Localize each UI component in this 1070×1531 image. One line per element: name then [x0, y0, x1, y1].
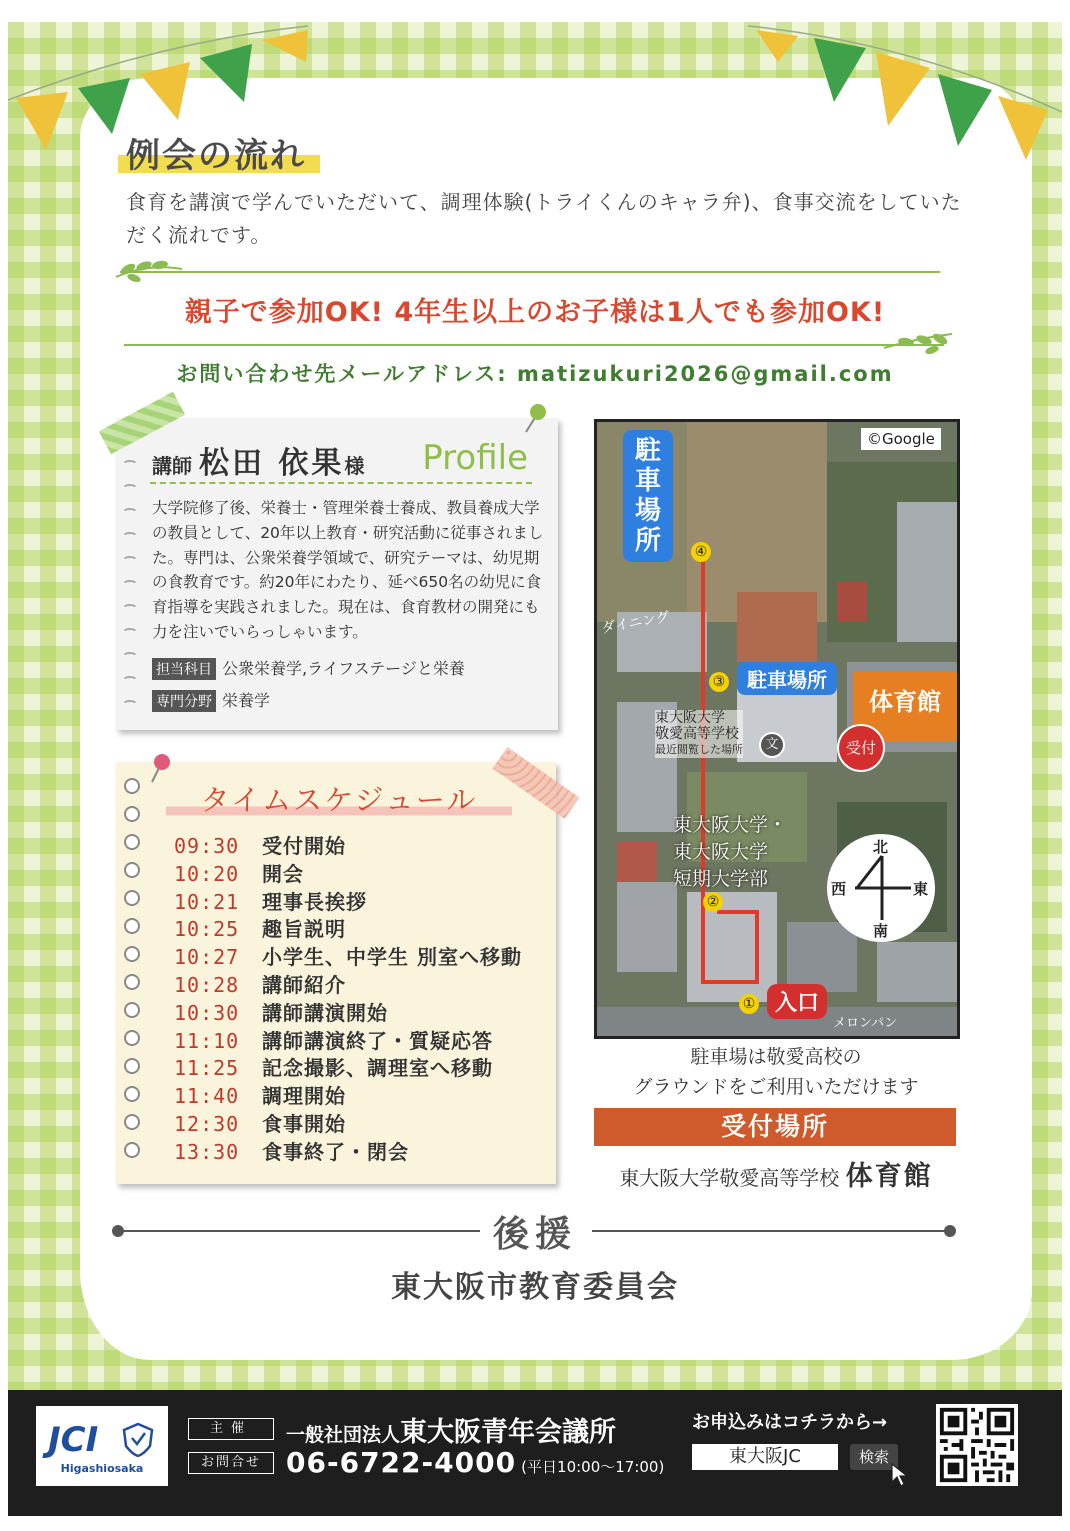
lecturer-name-text: 松田 依果 — [198, 446, 345, 481]
binder-ring — [124, 1002, 140, 1018]
reception-badge: 受付 — [837, 724, 885, 772]
schedule-event: 記念撮影、調理室へ移動 — [262, 1056, 493, 1081]
map-label-school — [655, 710, 743, 758]
school-pin-icon: 文 — [759, 732, 785, 758]
divider-top — [120, 271, 940, 273]
subjects-text: 公衆栄養学,ライフステージと栄養 — [222, 659, 465, 678]
schedule-title: タイムスケジュール — [166, 778, 512, 819]
parking-label: 駐車場所 — [737, 662, 837, 695]
spiral-binding — [122, 676, 138, 686]
field-text: 栄養学 — [222, 691, 271, 710]
route-marker-1: ① — [739, 994, 759, 1014]
map-label-shop: メロンパン — [833, 1016, 898, 1031]
compass-east: 東 — [913, 880, 929, 898]
binder-ring — [124, 1030, 140, 1046]
schedule-time: 10:21 — [174, 889, 240, 914]
venue — [594, 1154, 958, 1193]
schedule-time: 09:30 — [174, 834, 240, 858]
leaf-icon — [880, 330, 956, 358]
schedule-row — [174, 913, 522, 941]
campus-map[interactable] — [594, 419, 960, 1039]
spiral-binding — [122, 652, 138, 662]
lecturer-role: 講師 — [152, 454, 192, 478]
schedule-time: 10:28 — [174, 972, 240, 997]
map-label-univ-1: 東大阪大学・ — [673, 814, 788, 836]
schedule-row — [174, 997, 522, 1025]
compass — [827, 834, 935, 942]
schedule-event: 受付開始 — [262, 834, 346, 858]
section-title: 例会の流れ — [118, 128, 320, 177]
cursor-icon — [888, 1462, 914, 1488]
map-caption-line1: 駐車場は敬愛高校の — [690, 1046, 862, 1068]
schedule-event: 講師講演開始 — [262, 1000, 388, 1025]
map-label-school-2: 敬愛高等学校 — [655, 726, 739, 742]
binder-ring — [124, 974, 140, 990]
spiral-binding — [122, 556, 138, 566]
gym-label: 体育館 — [853, 672, 957, 742]
lecturer-name — [152, 438, 364, 482]
schedule-event: 講師紹介 — [262, 972, 346, 997]
shield-icon — [122, 1422, 154, 1458]
schedule-time: 10:20 — [174, 861, 240, 886]
compass-north: 北 — [873, 838, 889, 856]
route-marker-2: ② — [703, 892, 723, 912]
schedule-row — [174, 1136, 522, 1164]
binder-ring — [124, 1114, 140, 1130]
binder-ring — [124, 1142, 140, 1158]
contact-mail: お問い合わせ先メールアドレス: matizukuri2026@gmail.com — [176, 362, 894, 386]
apply-text: お申込みはコチラから→ — [692, 1412, 888, 1433]
spiral-binding — [122, 700, 138, 710]
schedule-time: 11:25 — [174, 1056, 240, 1081]
spiral-binding — [122, 580, 138, 590]
lecturer-bio: 大学院修了後、栄養士・管理栄養士養成、教員養成大学の教員として、20年以上教育・研究活動に従事されました。専門は、公衆栄養学領域で、研究テーマは、幼児期の食教育です。約20年にわたり、延べ650名の幼児に食育指導を実践されました。現在は、食育教材の開発にも力を注いでいらっしゃいます。 — [152, 499, 544, 641]
venue-hall: 体育館 — [845, 1161, 933, 1192]
contact-info — [286, 1446, 664, 1479]
logo-text: JCI — [48, 1420, 99, 1460]
schedule-time: 10:30 — [174, 1000, 240, 1025]
map-label-univ-3: 短期大学部 — [673, 868, 769, 890]
binder-ring — [124, 890, 140, 906]
phone-number[interactable]: 06-6722-4000 — [286, 1446, 517, 1479]
spiral-binding — [122, 532, 138, 542]
schedule-time: 10:25 — [174, 917, 240, 942]
spiral-binding — [122, 508, 138, 518]
host-name: 東大阪青年会議所 — [400, 1417, 617, 1448]
qr-code-pattern — [936, 1404, 1018, 1486]
compass-south: 南 — [873, 922, 889, 940]
qr-code[interactable] — [936, 1404, 1018, 1486]
field-tag: 専門分野 — [152, 690, 216, 712]
schedule-event: 講師講演終了・質疑応答 — [262, 1028, 493, 1053]
map-caption — [594, 1042, 958, 1102]
profile-divider — [150, 482, 532, 484]
schedule-row — [174, 969, 522, 997]
field-row — [152, 688, 270, 712]
schedule-event: 理事長挨拶 — [262, 889, 367, 914]
schedule-list — [174, 830, 522, 1164]
map-label-school-3: 最近閲覧した場所 — [655, 743, 743, 756]
schedule-event: 小学生、中学生 別室へ移動 — [262, 945, 522, 970]
spiral-binding — [122, 460, 138, 470]
route-marker-3: ③ — [709, 672, 729, 692]
footer — [8, 1390, 1062, 1516]
schedule-row — [174, 1052, 522, 1080]
participation-headline: 親子で参加OK! 4年生以上のお子様は1人でも参加OK! — [184, 297, 886, 328]
divider-bottom — [124, 344, 944, 346]
binder-ring — [124, 834, 140, 850]
schedule-row — [174, 1025, 522, 1053]
map-label-univ-2: 東大阪大学 — [673, 841, 769, 863]
map-copyright: ©Google — [861, 428, 941, 450]
schedule-row — [174, 858, 522, 886]
map-label-dining: ダイニング — [600, 609, 671, 637]
compass-west: 西 — [831, 880, 847, 898]
binder-ring — [124, 1086, 140, 1102]
schedule-row — [174, 1080, 522, 1108]
support-organization: 東大阪市教育委員会 — [391, 1270, 679, 1305]
schedule-event: 調理開始 — [262, 1084, 346, 1109]
schedule-card — [116, 762, 556, 1184]
venue-school: 東大阪大学敬愛高等学校 — [619, 1166, 840, 1190]
profile-card — [116, 418, 558, 730]
schedule-time: 13:30 — [174, 1139, 240, 1164]
host-label: 主催 — [188, 1418, 274, 1440]
binder-ring — [124, 862, 140, 878]
spiral-binding — [122, 628, 138, 638]
schedule-time: 11:10 — [174, 1028, 240, 1053]
schedule-row — [174, 1108, 522, 1136]
business-hours: (平日10:00〜17:00) — [521, 1458, 665, 1476]
host-organization — [286, 1410, 616, 1449]
logo-subtext: Higashiosaka — [60, 1462, 144, 1475]
schedule-event: 食事開始 — [262, 1111, 346, 1136]
profile-label: Profile — [422, 438, 528, 478]
binder-ring — [124, 778, 140, 794]
schedule-event: 食事終了・閉会 — [262, 1139, 409, 1164]
entrance-label: 入口 — [767, 984, 827, 1019]
reception-title: 受付場所 — [594, 1108, 956, 1146]
route-marker-4: ④ — [691, 542, 711, 562]
pushpin-icon — [144, 752, 176, 786]
jci-logo[interactable] — [36, 1406, 168, 1486]
schedule-row — [174, 886, 522, 914]
search-button[interactable]: 検索 — [850, 1444, 898, 1470]
binder-ring — [124, 918, 140, 934]
subjects-tag: 担当科目 — [152, 658, 216, 680]
spiral-binding — [122, 484, 138, 494]
leaf-icon — [112, 257, 188, 285]
schedule-row — [174, 941, 522, 969]
compass-arrow-icon — [849, 854, 915, 922]
map-caption-line2: グラウンドをご利用いただけます — [633, 1076, 919, 1098]
binder-ring — [124, 806, 140, 822]
support-label: 後援 — [492, 1214, 577, 1255]
map-label-school-1: 東大阪大学 — [655, 710, 725, 726]
schedule-event: 開会 — [262, 861, 304, 886]
map-label-university — [673, 812, 787, 893]
schedule-time: 12:30 — [174, 1111, 240, 1136]
search-box[interactable]: 東大阪JC — [692, 1444, 838, 1470]
binder-ring — [124, 1058, 140, 1074]
host-prefix: 一般社団法人 — [286, 1424, 401, 1446]
schedule-time: 11:40 — [174, 1084, 240, 1109]
intro-text: 食育を講演で学んでいただいて、調理体験(トライくんのキャラ弁)、食事交流をしていただく流れです。 — [126, 190, 962, 247]
spiral-binding — [122, 604, 138, 614]
subjects-row — [152, 656, 465, 680]
contact-label: お問合せ — [188, 1452, 274, 1474]
parking-label-vertical: 駐車場所 — [623, 430, 673, 562]
pushpin-icon — [520, 402, 552, 436]
schedule-time: 10:27 — [174, 945, 240, 970]
lecturer-honorific: 様 — [344, 454, 365, 478]
schedule-row — [174, 830, 522, 858]
binder-ring — [124, 946, 140, 962]
schedule-event: 趣旨説明 — [262, 917, 346, 942]
